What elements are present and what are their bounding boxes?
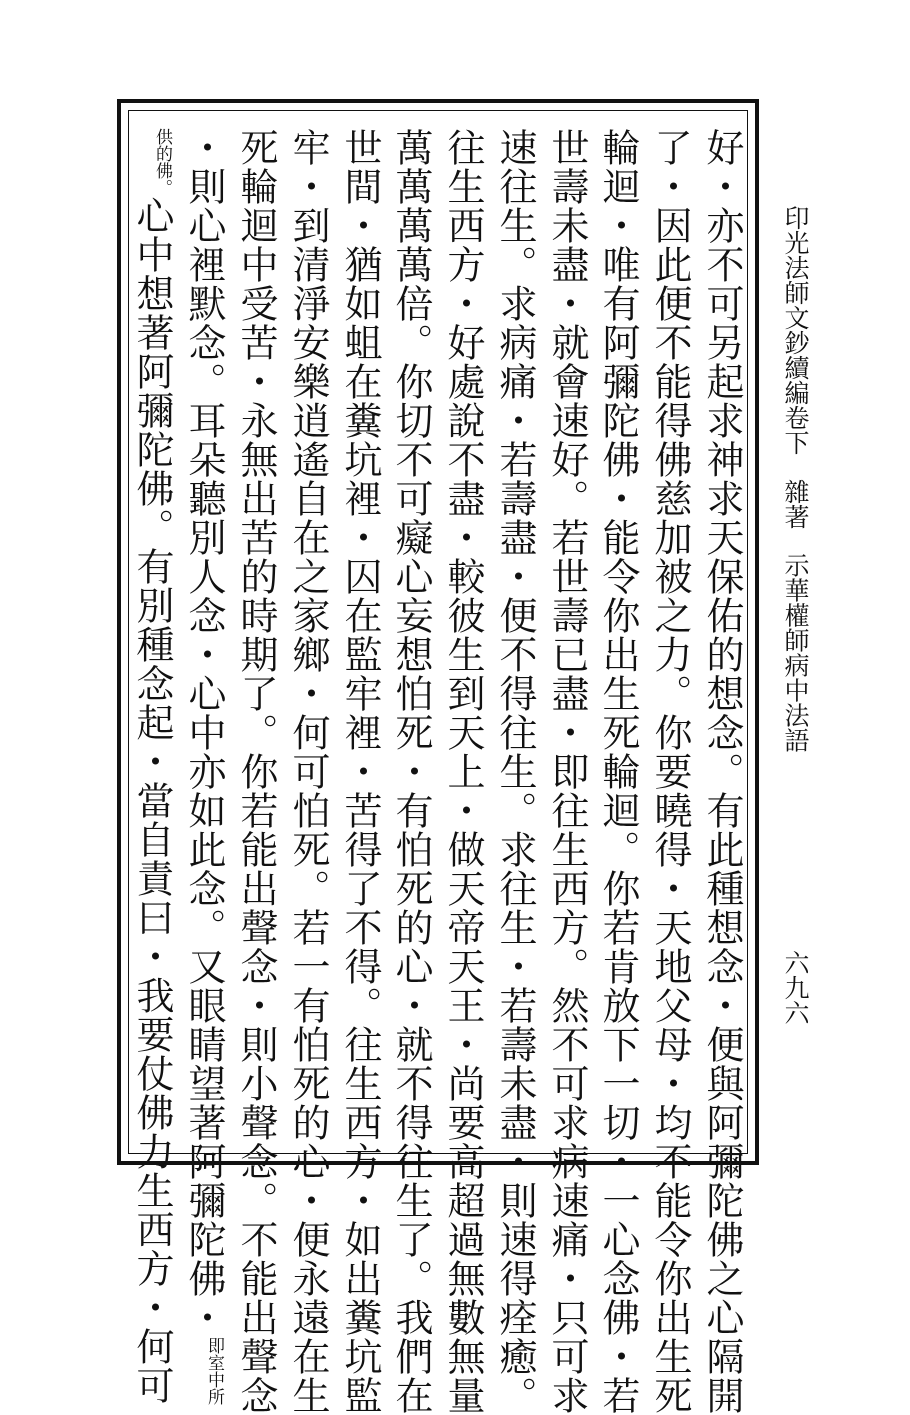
page-number: 六九六 — [781, 950, 810, 1025]
text-column-12 — [122, 128, 182, 1405]
text-column-4: 世壽未盡・就會速好。若世壽已盡・即往生西方。然不可求病速痛・只可求 — [545, 128, 589, 1415]
text-column-6: 往生西方・好處說不盡・較彼生到天上・做天帝天王・尚要高超過無數無量 — [441, 128, 485, 1415]
text-column-9: 牢・到清淨安樂逍遙自在之家鄉・何可怕死。若一有怕死的心・便永遠在生 — [286, 128, 330, 1415]
text-column-5: 速往生。求病痛・若壽盡・便不得往生。求往生・若壽未盡・則速得痊癒。 — [493, 128, 537, 1415]
interlinear-note: 即室中所 — [204, 1337, 224, 1405]
text-column-10: 死輪迴中受苦・永無出苦的時期了。你若能出聲念・則小聲念。不能出聲念 — [234, 128, 278, 1415]
running-header — [775, 205, 815, 753]
text-column-2: 了・因此便不能得佛慈加被之力。你要曉得・天地父母・均不能令你出生死 — [648, 128, 692, 1415]
interlinear-note: 供的佛。 — [152, 128, 172, 196]
text-column-7: 萬萬萬萬倍。你切不可癡心妄想怕死・有怕死的心・就不得往生了。我們在 — [389, 128, 433, 1415]
chapter-title: 示華權師病中法語 — [781, 552, 810, 753]
text-column-3: 輪迴・唯有阿彌陀佛・能令你出生死輪迴。你若肯放下一切・一心念佛・若 — [596, 128, 640, 1415]
section-name: 雜著 — [781, 478, 810, 529]
column-11-text: ・則心裡默念。耳朵聽別人念・心中亦如此念。又眼睛望著阿彌陀佛・ — [182, 128, 226, 1337]
book-title: 印光法師文鈔續編卷下 — [781, 205, 810, 455]
text-column-8: 世間・猶如蛆在糞坑裡・囚在監牢裡・苦得了不得。往生西方・如出糞坑監 — [338, 128, 382, 1415]
text-column-11 — [174, 128, 234, 1405]
column-12-text: 心中想著阿彌陀佛。有別種念起・當自責曰・我要仗佛力生西方・何可 — [130, 196, 174, 1405]
text-column-1: 好・亦不可另起求神求天保佑的想念。有此種想念・便與阿彌陀佛之心隔開 — [700, 128, 744, 1415]
